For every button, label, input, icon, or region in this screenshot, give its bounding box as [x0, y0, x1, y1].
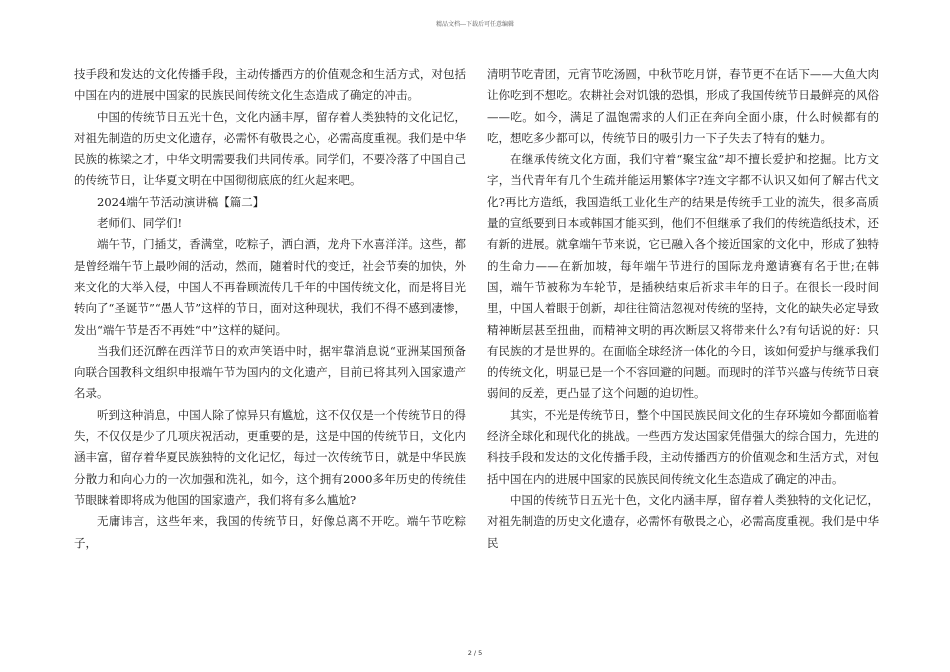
right-text-column — [487, 64, 879, 554]
paragraph: 中国的传统节日五光十色，文化内涵丰厚，留存着人类独特的文化记忆，对祖先制造的历史文化遗存，必需怀有敬畏之心，必需高度重视。我们是中华民族的栋梁之才，中华文明需要我们共同传承。同学们，不要冷落了中国自己的传统节日，让华夏文明在中国彻彻底底的红火起来吧。 — [74, 109, 466, 188]
page-number: 2 / 5 — [467, 649, 483, 657]
page-header: 精品文档---下载后可任意编辑 — [435, 21, 515, 28]
paragraph: 技手段和发达的文化传播手段，主动传播西方的价值观念和生活方式，对包括中国在内的进展中国家的民族民间传统文化生态造成了确定的冲击。 — [74, 67, 466, 103]
section-heading: 2024端午节活动演讲稿【篇二】 — [97, 194, 265, 209]
paragraph: 无庸讳言，这些年来，我国的传统节日，好像总离不开吃。端午节吃粽子， — [74, 514, 466, 550]
paragraph: 听到这种消息，中国人除了惊异只有尴尬，这不仅仅是一个传统节日的得失，不仅仅是少了几项庆祝活动，更重要的是，这是中国的传统节日，文化内涵丰富，留存着华夏民族独特的文化记忆，每过一次传统节日，就是中华民族分散力和向心力的一次加强和洗礼，如今，这个拥有2000多年历史的传统佳节眼睐着即将成为他国的国家遗产，我们将有多么尴尬? — [74, 407, 466, 507]
paragraph: 在继承传统文化方面，我们守着“聚宝盆”却不擅长爱护和挖掘。比方文字，当代青年有几个生疏并能运用繁体字?连文字都不认识又如何了解古代文化?再比方造纸，我国造纸工业化生产的结果是传统手工业的流失，很多高质量的宣纸要到日本或韩国才能买到，他们不但继承了我们的传统造纸技术，还有新的进展。就拿端午节来说，它已融入各个接近国家的文化中，形成了独特的生命力——在新加坡，每年端午节进行的国际龙舟邀请赛有名于世;在韩国，端午节被称为车轮节，是插秧结束后祈求丰年的日子。在很长一段时间里，中国人着眼于创新，却往往简洁忽视对传统的坚持，文化的缺失必定导致精神断层甚至扭曲，而精神文明的再次断层又将带来什么?有句话说的好：只有民族的才是世界的。在面临全球经济一体化的今日，该如何爱护与继承我们的传统文化，明显已是一个不容回避的问题。而现时的洋节兴盛与传统节日衰弱间的反差，更凸显了这个问题的迫切性。 — [487, 152, 879, 401]
left-text-column — [74, 64, 466, 554]
paragraph: 当我们还沉醉在西洋节日的欢声笑语中时，据牢靠消息说“亚洲某国预备向联合国教科文组织申报端午节为国内的文化遗产，目前已将其列入国家遗产名录。 — [74, 343, 466, 401]
salutation: 老师们、同学们! — [97, 216, 183, 231]
paragraph: 中国的传统节日五光十色，文化内涵丰厚，留存着人类独特的文化记忆，对祖先制造的历史文化遗存，必需怀有敬畏之心，必需高度重视。我们是中华民 — [487, 492, 879, 550]
paragraph: 端午节，门插艾，香满堂，吃粽子，洒白酒，龙舟下水喜洋洋。这些，都是曾经端午节上最吵闹的活动，然而，随着时代的变迁，社会节奏的加快，外来文化的大举入侵，中国人不再眷顾流传几千年的中国传统文化，而是将目光转向了“圣诞节”“愚人节”这样的节日，面对这种现状，我们不得不感到凄惨，发出“端午节是否不再姓“中”这样的疑问。 — [74, 237, 466, 337]
paragraph: 清明节吃青团，元宵节吃汤圆，中秋节吃月饼，春节更不在话下——大鱼大肉让你吃到不想吃。农耕社会对饥饿的恐惧，形成了我国传统节日最鲜亮的风俗——吃。如今，满足了温饱需求的人们正在奔向全面小康，什么时候都有的吃，想吃多少都可以，传统节日的吸引力一下子失去了特有的魅力。 — [487, 67, 879, 145]
paragraph: 其实，不光是传统节日，整个中国民族民间文化的生存环境如今都面临着经济全球化和现代化的挑战。一些西方发达国家凭借强大的综合国力，先进的科技手段和发达的文化传播手段，主动传播西方的价值观念和生活方式，对包括中国在内的进展中国家的民族民间传统文化生态造成了确定的冲击。 — [487, 407, 879, 486]
